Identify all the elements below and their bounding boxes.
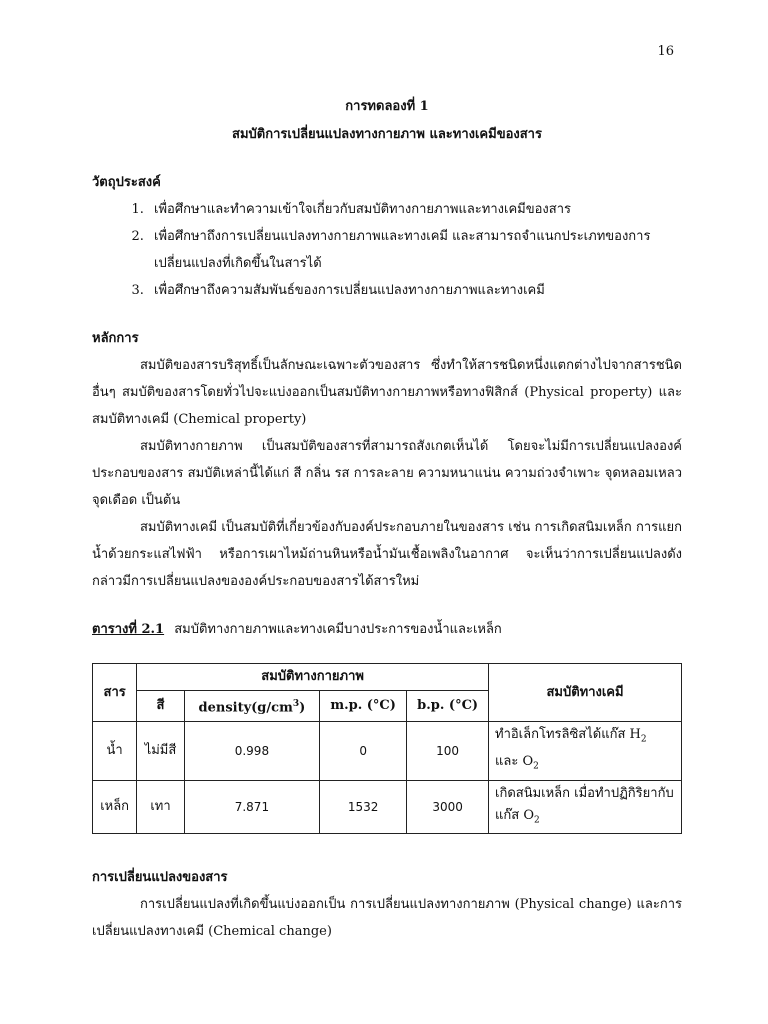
properties-table [92, 663, 682, 834]
cell-chemical: เกิดสนิมเหล็ก เมื่อทำปฏิกิริยากับแก๊ส $O_2$ [489, 780, 682, 834]
header-physical: สมบัติทางกายภาพ [137, 664, 489, 691]
cell-bp: 100 [407, 722, 489, 780]
changes-heading: การเปลี่ยนแปลงของสาร [92, 870, 228, 886]
cell-mp: 1532 [320, 780, 407, 834]
experiment-title: การทดลองที่ 1 [345, 99, 429, 114]
header-mp: m.p. (°C) [320, 691, 407, 722]
experiment-subtitle: สมบัติการเปลี่ยนแปลงทางกายภาพ และทางเคมีของสาร [232, 127, 542, 142]
cell-mp: 0 [320, 722, 407, 780]
table-caption [92, 616, 682, 643]
page-number: 16 [657, 44, 674, 59]
table-caption-text: สมบัติทางกายภาพและทางเคมีบางประการของน้ำและเหล็ก [174, 622, 502, 637]
cell-chemical: ทำอิเล็กโทรลิซิสได้แก๊ส $H_2$ และ $O_2$ [489, 722, 682, 780]
table-row [93, 780, 682, 834]
cell-substance: เหล็ก [93, 780, 137, 834]
changes-paragraph: การเปลี่ยนแปลงที่เกิดขึ้นแบ่งออกเป็น การเปลี่ยนแปลงทางกายภาพ (Physical change) และการเปลี่ยนแปลงทางเคมี (Chemical change) [92, 897, 682, 940]
table-header-row [93, 664, 682, 691]
cell-substance: น้ำ [93, 722, 137, 780]
objectives-heading: วัตถุประสงค์ [92, 175, 161, 190]
principles-heading: หลักการ [92, 331, 139, 346]
header-bp: b.p. (°C) [407, 691, 489, 722]
table-row [93, 722, 682, 780]
cell-bp: 3000 [407, 780, 489, 834]
table-caption-label: ตารางที่ 2.1 [92, 622, 165, 637]
list-item: 3. เพื่อศึกษาถึงความสัมพันธ์ของการเปลี่ยนแปลงทางกายภาพและทางเคมี [148, 277, 682, 304]
principles-paragraph: สมบัติของสารบริสุทธิ์เป็นลักษณะเฉพาะตัวของสาร ซึ่งทำให้สารชนิดหนึ่งแตกต่างไปจากสารชนิดอื่นๆ สมบัติของสารโดยทั่วไปจะแบ่งออกเป็นสมบัติทางกายภาพหรือทางฟิสิกส์ (Physical property) และสมบัติทางเคมี (Chemical property) [92, 358, 682, 427]
cell-color: เทา [137, 780, 184, 834]
principles-paragraph: สมบัติทางเคมี เป็นสมบัติที่เกี่ยวข้องกับองค์ประกอบภายในของสาร เช่น การเกิดสนิมเหล็ก การแยกน้ำด้วยกระแสไฟฟ้า หรือการเผาไหม้ถ่านหินหรือน้ำมันเชื้อเพลิงในอากาศ จะเห็นว่าการเปลี่ยนแปลงดังกล่าวมีการเปลี่ยนแปลงขององค์ประกอบของสารได้สารใหม่ [92, 520, 682, 589]
cell-density: 0.998 [184, 722, 319, 780]
header-density: $density(g/cm^3)$ [184, 691, 319, 722]
objectives-list [92, 196, 682, 304]
header-chemical: สมบัติทางเคมี [489, 664, 682, 722]
cell-density: 7.871 [184, 780, 319, 834]
principles-paragraph: สมบัติทางกายภาพ เป็นสมบัติของสารที่สามารถสังเกตเห็นได้ โดยจะไม่มีการเปลี่ยนแปลงองค์ประกอบของสาร สมบัติเหล่านี้ได้แก่ สี กลิ่น รส การละลาย ความหนาแน่น ความถ่วงจำเพาะ จุดหลอมเหลว จุดเดือด เป็นต้น [92, 439, 682, 508]
header-color: สี [137, 691, 184, 722]
cell-color: ไม่มีสี [137, 722, 184, 780]
list-item: 1. เพื่อศึกษาและทำความเข้าใจเกี่ยวกับสมบัติทางกายภาพและทางเคมีของสาร [148, 196, 682, 223]
header-substance: สาร [93, 664, 137, 722]
document-body [92, 93, 682, 945]
list-item: 2. เพื่อศึกษาถึงการเปลี่ยนแปลงทางกายภาพและทางเคมี และสามารถจำแนกประเภทของการเปลี่ยนแปลงที่เกิดขึ้นในสารได้ [148, 223, 682, 277]
